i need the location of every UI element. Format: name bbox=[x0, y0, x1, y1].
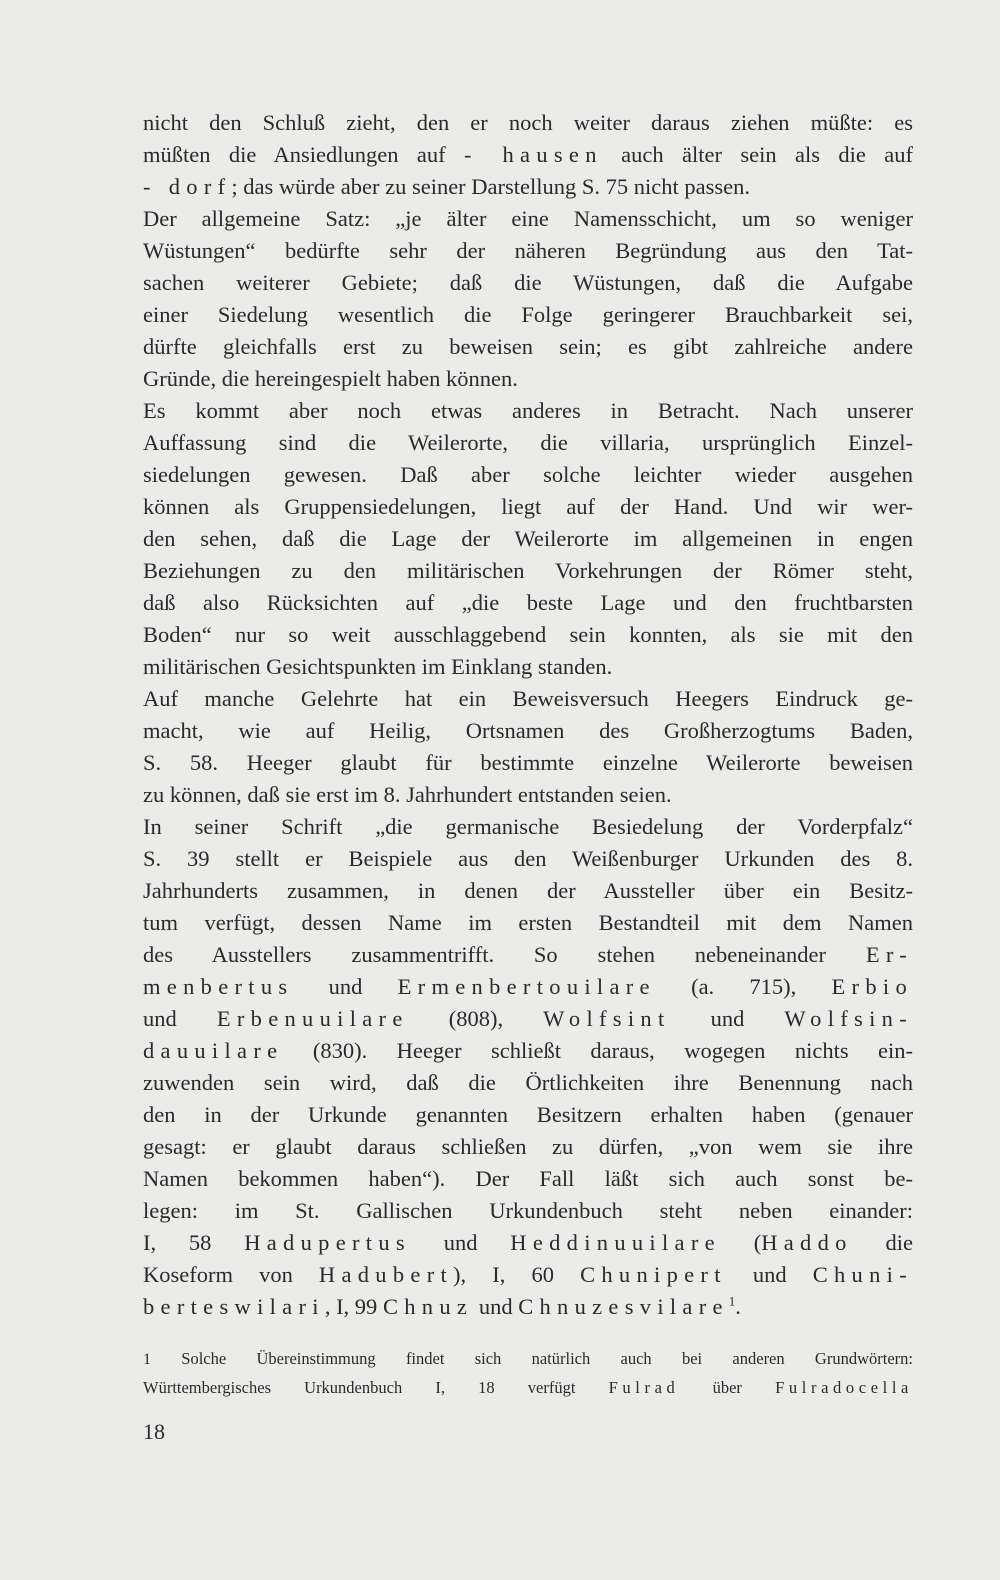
spaced-term: Ermenbertouilare bbox=[397, 974, 656, 999]
text-line bbox=[143, 683, 913, 715]
text-run: S. 58. Heeger glaubt für bestimmte einzelne Weilerorte beweisen bbox=[143, 750, 913, 775]
spaced-term: Chuni- bbox=[812, 1262, 913, 1287]
text-run: Württembergisches Urkundenbuch I, 18 verfügt bbox=[143, 1378, 609, 1397]
text-run: zuwenden sein wird, daß die Örtlichkeiten ihre Benennung nach bbox=[143, 1070, 913, 1095]
footnote-number: 1 bbox=[143, 1351, 151, 1368]
text-line bbox=[143, 1003, 913, 1035]
text-run: daß also Rücksichten auf „die beste Lage und den fruchtbarsten bbox=[143, 590, 913, 615]
text-run: Solche Übereinstimmung findet sich natürlich auch bei anderen Grundwörtern: bbox=[151, 1349, 913, 1368]
text-run: Namen bekommen haben“). Der Fall läßt sich auch sonst be- bbox=[143, 1166, 913, 1191]
text-line bbox=[143, 1195, 913, 1227]
text-run: und bbox=[726, 1262, 813, 1287]
text-run: und bbox=[473, 1294, 519, 1319]
text-line bbox=[143, 715, 913, 747]
text-line bbox=[143, 395, 913, 427]
text-line bbox=[143, 939, 913, 971]
text-line bbox=[143, 1227, 913, 1259]
text-run: legen: im St. Gallischen Urkundenbuch steht neben einander: bbox=[143, 1198, 913, 1223]
text-run: I, 58 bbox=[143, 1230, 245, 1255]
spaced-term: Chunipert bbox=[580, 1262, 727, 1287]
spaced-term: Haddo bbox=[761, 1230, 853, 1255]
footnote-line bbox=[143, 1344, 913, 1373]
text-run: müßten die Ansiedlungen auf bbox=[143, 142, 464, 167]
text-run: den in der Urkunde genannten Besitzern erhalten haben (genauer bbox=[143, 1102, 913, 1127]
text-line bbox=[143, 779, 913, 811]
text-run: Boden“ nur so weit ausschlaggebend sein konnten, als sie mit den bbox=[143, 622, 913, 647]
spaced-term: - dorf bbox=[143, 174, 232, 199]
text-run: zu können, daß sie erst im 8. Jahrhundert entstanden seien. bbox=[143, 782, 672, 807]
text-line bbox=[143, 299, 913, 331]
footnote-ref: 1 bbox=[728, 1293, 736, 1309]
text-line bbox=[143, 1067, 913, 1099]
text-line bbox=[143, 427, 913, 459]
text-run: Es kommt aber noch etwas anderes in Betracht. Nach unserer bbox=[143, 398, 913, 423]
footnote-line bbox=[143, 1373, 913, 1402]
spaced-term: Chnuzesvilare bbox=[518, 1294, 729, 1319]
text-line bbox=[143, 331, 913, 363]
text-run: (830). Heeger schließt daraus, wogegen nichts ein- bbox=[283, 1038, 913, 1063]
text-run: und bbox=[293, 974, 398, 999]
text-run: , I, 99 bbox=[324, 1294, 383, 1319]
page-number: 18 bbox=[143, 1419, 165, 1444]
text-line bbox=[143, 619, 913, 651]
spaced-term: - hausen bbox=[464, 142, 603, 167]
text-line bbox=[143, 843, 913, 875]
text-line bbox=[143, 107, 913, 139]
text-line bbox=[143, 1163, 913, 1195]
text-line bbox=[143, 459, 913, 491]
text-line bbox=[143, 907, 913, 939]
text-run: . bbox=[735, 1294, 741, 1319]
spaced-term: Hadupertus bbox=[244, 1230, 411, 1255]
spaced-term: Fulradocella bbox=[775, 1378, 913, 1397]
text-line bbox=[143, 267, 913, 299]
spaced-term: berteswilari bbox=[143, 1294, 325, 1319]
text-run: können als Gruppensiedelungen, liegt auf der Hand. Und wir wer- bbox=[143, 494, 913, 519]
text-run: sachen weiterer Gebiete; daß die Wüstungen, daß die Aufgabe bbox=[143, 270, 913, 295]
text-run: Wüstungen“ bedürfte sehr der näheren Begründung aus den Tat- bbox=[143, 238, 913, 263]
text-run: des Ausstellers zusammentrifft. So stehen nebeneinander bbox=[143, 942, 866, 967]
text-run: Jahrhunderts zusammen, in denen der Aussteller über ein Besitz- bbox=[143, 878, 913, 903]
spaced-term: Fulrad bbox=[608, 1378, 680, 1397]
text-line bbox=[143, 651, 913, 683]
text-run: Der allgemeine Satz: „je älter eine Namensschicht, um so weniger bbox=[143, 206, 913, 231]
text-run: den sehen, daß die Lage der Weilerorte im allgemeinen in engen bbox=[143, 526, 913, 551]
text-run: tum verfügt, dessen Name im ersten Bestandteil mit dem Namen bbox=[143, 910, 913, 935]
text-run: dürfte gleichfalls erst zu beweisen sein; es gibt zahlreiche andere bbox=[143, 334, 913, 359]
text-line bbox=[143, 587, 913, 619]
text-run: (808), bbox=[408, 1006, 544, 1031]
text-run: Gründe, die hereingespielt haben können. bbox=[143, 366, 518, 391]
text-line bbox=[143, 203, 913, 235]
text-line bbox=[143, 523, 913, 555]
text-line bbox=[143, 363, 913, 395]
spaced-term: Erbio bbox=[831, 974, 913, 999]
text-run: Auf manche Gelehrte hat ein Beweisversuch Heegers Eindruck ge- bbox=[143, 686, 913, 711]
text-line bbox=[143, 747, 913, 779]
text-run: einer Siedelung wesentlich die Folge geringerer Brauchbarkeit sei, bbox=[143, 302, 913, 327]
text-run: ( bbox=[720, 1230, 762, 1255]
spaced-term: menbertus bbox=[143, 974, 294, 999]
text-run: ), I, 60 bbox=[453, 1262, 581, 1287]
text-run: (a. 715), bbox=[655, 974, 832, 999]
spaced-term: Er- bbox=[865, 942, 913, 967]
text-run: und bbox=[410, 1230, 511, 1255]
text-line bbox=[143, 1291, 913, 1323]
spaced-term: dauuilare bbox=[143, 1038, 284, 1063]
text-run: die bbox=[852, 1230, 913, 1255]
text-line bbox=[143, 171, 913, 203]
text-run: Auffassung sind die Weilerorte, die villaria, ursprünglich Einzel- bbox=[143, 430, 913, 455]
footnote bbox=[143, 1344, 913, 1402]
text-run: macht, wie auf Heilig, Ortsnamen des Großherzogtums Baden, bbox=[143, 718, 913, 743]
spaced-term: Heddinuuilare bbox=[510, 1230, 721, 1255]
text-run: gesagt: er glaubt daraus schließen zu dürfen, „von wem sie ihre bbox=[143, 1134, 913, 1159]
text-line bbox=[143, 875, 913, 907]
spaced-term: Erbenuuilare bbox=[216, 1006, 409, 1031]
text-run: auch älter sein als die auf bbox=[602, 142, 913, 167]
text-run: In seiner Schrift „die germanische Besiedelung der Vorderpfalz“ bbox=[143, 814, 913, 839]
text-line bbox=[143, 1259, 913, 1291]
text-line bbox=[143, 1099, 913, 1131]
spaced-term: Chnuz bbox=[382, 1294, 474, 1319]
text-run: militärischen Gesichtspunkten im Einklang standen. bbox=[143, 654, 613, 679]
text-run: Beziehungen zu den militärischen Vorkehrungen der Römer steht, bbox=[143, 558, 913, 583]
text-run: nicht den Schluß zieht, den er noch weiter daraus ziehen müßte: es bbox=[143, 110, 913, 135]
text-run: Koseform von bbox=[143, 1262, 319, 1287]
spaced-term: Wolfsin- bbox=[784, 1006, 913, 1031]
spaced-term: Hadubert bbox=[318, 1262, 454, 1287]
text-line bbox=[143, 1131, 913, 1163]
text-run: ; das würde aber zu seiner Darstellung S. 75 nicht passen. bbox=[231, 174, 751, 199]
text-run: S. 39 stellt er Beispiele aus den Weißenburger Urkunden des 8. bbox=[143, 846, 913, 871]
text-run: und bbox=[143, 1006, 217, 1031]
text-line bbox=[143, 555, 913, 587]
text-run: über bbox=[679, 1378, 776, 1397]
text-line bbox=[143, 1035, 913, 1067]
text-run: und bbox=[670, 1006, 785, 1031]
text-line bbox=[143, 235, 913, 267]
text-line bbox=[143, 139, 913, 171]
text-line bbox=[143, 491, 913, 523]
text-line bbox=[143, 811, 913, 843]
main-text bbox=[143, 107, 913, 1323]
text-run: siedelungen gewesen. Daß aber solche leichter wieder ausgehen bbox=[143, 462, 913, 487]
spaced-term: Wolfsint bbox=[543, 1006, 671, 1031]
text-line bbox=[143, 971, 913, 1003]
